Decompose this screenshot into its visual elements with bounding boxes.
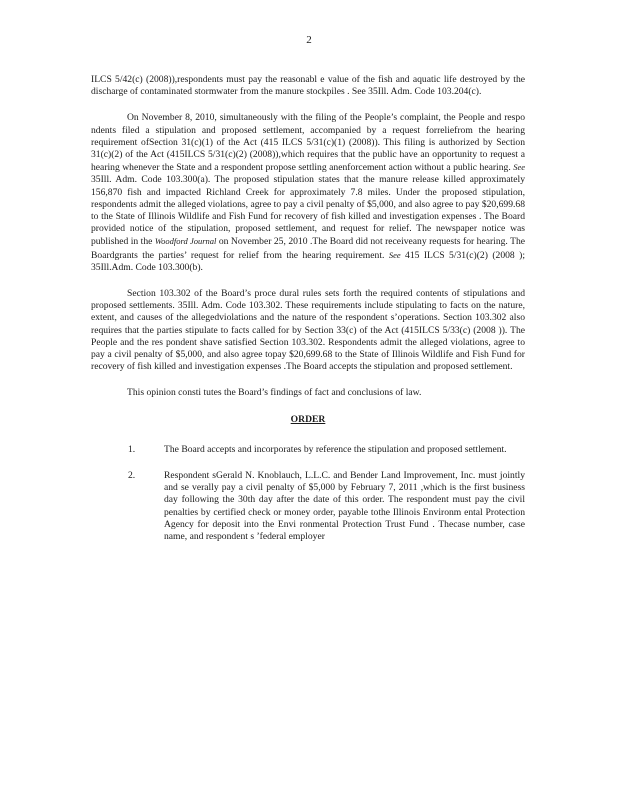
- order-item-number: 1.: [128, 443, 136, 455]
- citation-signal: See: [513, 162, 525, 173]
- paragraph-text: On November 8, 2010, simultaneously with the filing of the People’s complaint, the People and respo ndents filed a stipulation and proposed settlement, accompanied by a request forreliefrom the hearing requirement ofSection 31(c)(1) of the Act (415 ILCS 5/31(c)(1) (2008)). This filing is authorized by Section 31(c)(2) of the Act (415ILCS 5/31(c)(2) (2008)),which requires that the public have an opportunity to request a hearing whenever the State and a respondent propose settling anenforcement action without a public hearing.: [91, 112, 525, 174]
- order-item-number: 2.: [128, 470, 136, 482]
- paragraph-text: 415 ILCS 5/31(c)(2) (2008 ); 35Ill.Adm. Code 103.300(b).: [91, 249, 525, 273]
- paragraph-findings: This opinion consti tutes the Board’s findings of fact and conclusions of law.: [127, 387, 422, 399]
- paragraph-text: on November 25, 2010 .The Board did not receiveany requests for hearing. The Boardgrants the parties’ request for relief from the hearing requirement.: [91, 236, 526, 261]
- citation-signal: See: [388, 249, 401, 260]
- order-item: [91, 470, 525, 543]
- order-heading: ORDER: [290, 413, 326, 425]
- page-number: 2: [306, 34, 312, 46]
- order-item-text: Respondent sGerald N. Knoblauch, L.L.C. and Bender Land Improvement, Inc. must jointly and se verally pay a civil penalty of $5,000 by February 7, 2011 ,which is the first business day following the 30th day after the date of this order. The respondent must pay the civil penalties by certified check or money order, payable tothe Illinois Environm ental Protection Agency for deposit into the Envi ronmental Protection Trust Fund . Thecase number, case name, and respondent s ’federal employer: [164, 470, 525, 543]
- paragraph-penalty-citation: ILCS 5/42(c) (2008)),respondents must pay the reasonabl e value of the fish and aquatic life destroyed by the discharge of contaminated stormwater from the manure stockpiles . See 35Ill. Adm. Code 103.204(c).: [91, 74, 525, 98]
- paragraph-stipulation-filing: [91, 112, 525, 274]
- paragraph-section-103-302: Section 103.302 of the Board’s proce dural rules sets forth the required contents of stipulations and proposed settlements. 35Ill. Adm. Code 103.302. These requirements include stipulating to facts on the nature, extent, and causes of the allegedviolations and the nature of the respondent s’operations. Section 103.302 also requires that the parties stipulate to facts called for by Section 33(c) of the Act (415ILCS 5/33(c) (2008 )). The People and the res pondent shave satisfied Section 103.302. Respondents admit the alleged violations, agree to pay a civil penalty of $5,000, and also agree topay $20,699.68 to the State of Illinois Wildlife and Fish Fund for recovery of fish killed and investigation expenses .The Board accepts the stipulation and proposed settlement.: [91, 288, 525, 373]
- order-item-text: The Board accepts and incorporates by reference the stipulation and proposed settlement.: [164, 443, 507, 455]
- order-item: [91, 444, 525, 456]
- paragraph-text: 35Ill. Adm. Code 103.300(a). The proposed stipulation states that the manure release killed approximately 156,870 fish and impacted Richland Creek for approximately 7.8 miles. Under the proposed stipulation, respondents admit the alleged violations, agree to pay a civil penalty of $5,000, and also agree to pay $20,699.68 to the State of Illinois Wildlife and Fish Fund for recovery of fish killed and investigation expenses . The Board provided notice of the stipulation, proposed settlement, and request for relief. The newspaper notice was published in the: [91, 174, 525, 248]
- opinion-body: [91, 74, 525, 557]
- newspaper-name: Woodford Journal: [154, 236, 217, 247]
